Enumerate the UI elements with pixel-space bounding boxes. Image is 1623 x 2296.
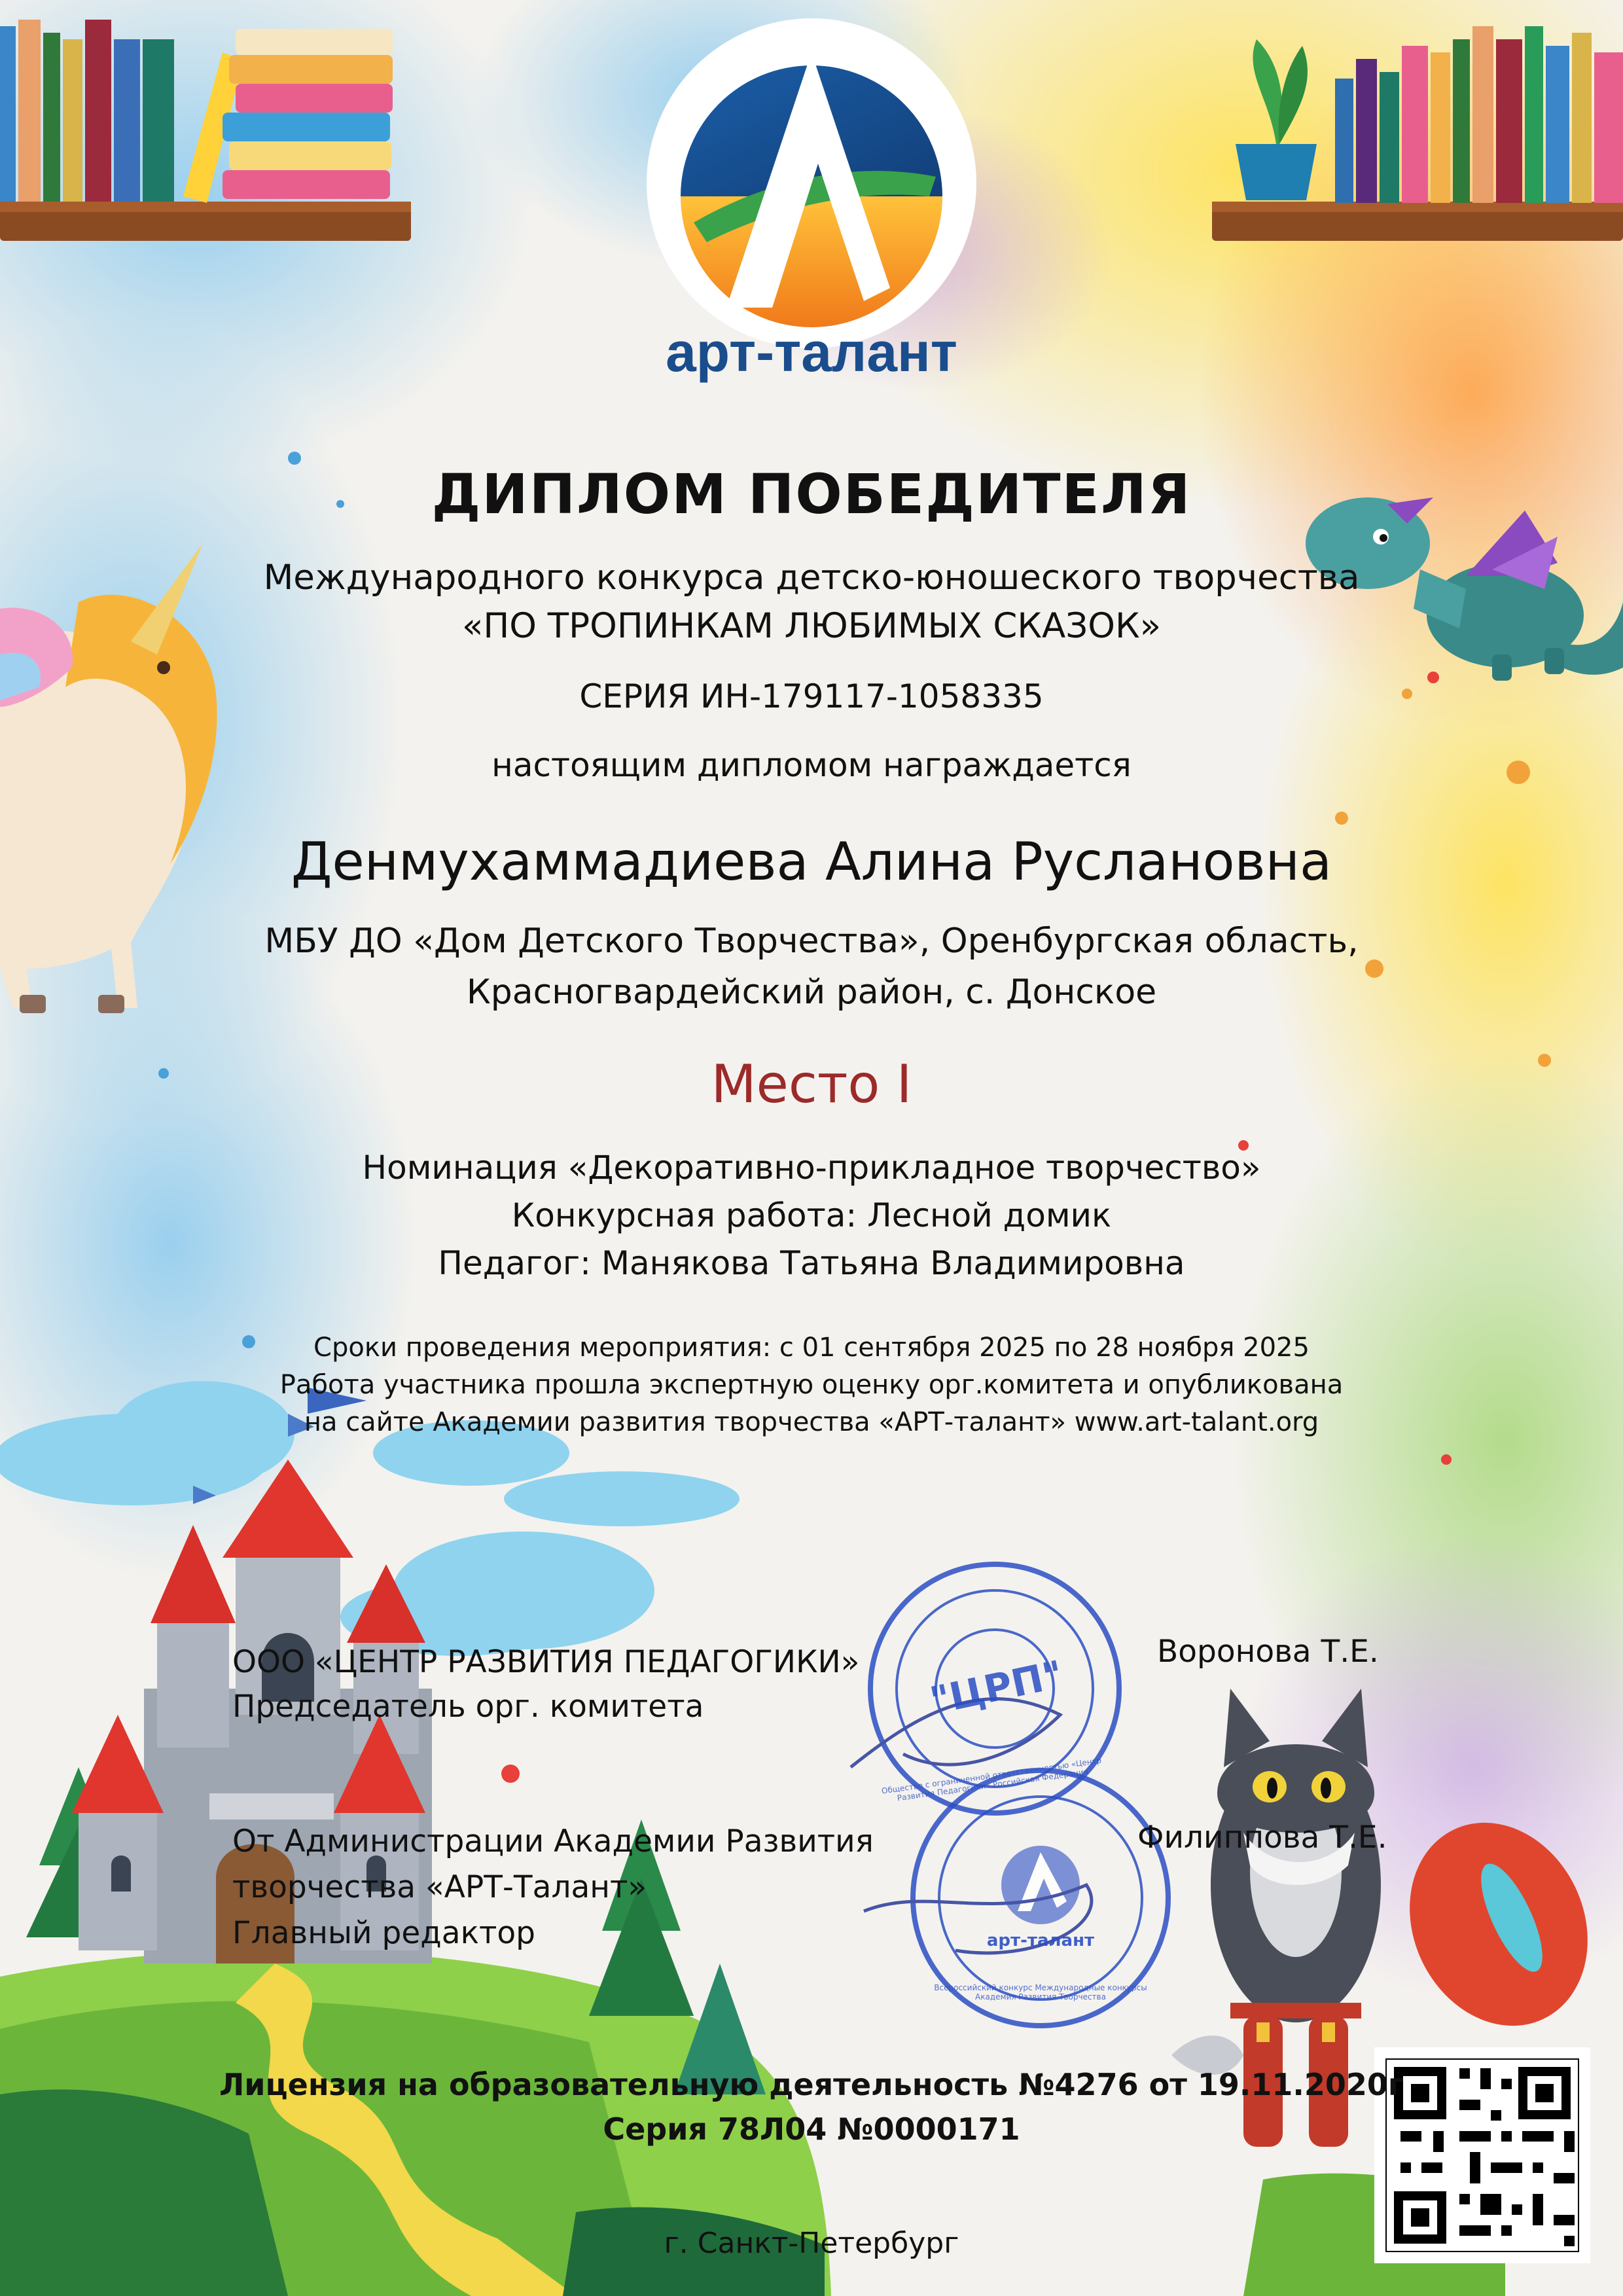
signature-org2-name: Филиппова Т.Е. bbox=[1137, 1820, 1387, 1856]
signature-org1-line2: Председатель орг. комитета bbox=[232, 1689, 704, 1725]
signature-org2-line2: творчества «АРТ-Талант» bbox=[232, 1869, 647, 1905]
stamp2-center-text: арт-талант bbox=[986, 1931, 1095, 1950]
contest-name-line2: «ПО ТРОПИНКАМ ЛЮБИМЫХ СКАЗОК» bbox=[461, 606, 1162, 646]
recipient-name: Денмухаммадиева Алина Руслановна bbox=[291, 831, 1332, 892]
competition-work: Конкурсная работа: Лесной домик bbox=[511, 1196, 1112, 1234]
license-line1: Лицензия на образовательную деятельность №4276 от 19.11.2020г bbox=[219, 2067, 1404, 2102]
diploma-title: ДИПЛОМ ПОБЕДИТЕЛЯ bbox=[431, 462, 1192, 526]
nomination: Номинация «Декоративно-прикладное творчество» bbox=[362, 1149, 1261, 1187]
logo-brand-text: арт-талант bbox=[666, 321, 957, 383]
organization-line2: Красногвардейский район, с. Донское bbox=[466, 973, 1157, 1012]
stamp2-ring-text: Всероссийский конкурс Международные конкурсы Академия Развития Творчества bbox=[934, 1983, 1147, 2001]
expert-note-line1: Работа участника прошла экспертную оценку орг.комитета и опубликована bbox=[279, 1370, 1344, 1400]
signature-org1-name: Воронова Т.Е. bbox=[1157, 1634, 1379, 1670]
diploma-series: СЕРИЯ ИН-179117-1058335 bbox=[579, 677, 1044, 715]
license-line2: Серия 78Л04 №0000171 bbox=[603, 2111, 1020, 2147]
contest-name-line1: Международного конкурса детско-юношеского творчества bbox=[263, 558, 1360, 598]
art-talant-logo bbox=[647, 18, 976, 348]
stamp1-center-text: "ЦРП" bbox=[926, 1651, 1067, 1724]
teacher-name: Педагог: Манякова Татьяна Владимировна bbox=[438, 1244, 1185, 1282]
signature-org2-line3: Главный редактор bbox=[232, 1915, 535, 1951]
city: г. Санкт-Петербург bbox=[664, 2227, 959, 2260]
awarded-text: настоящим дипломом награждается bbox=[491, 746, 1132, 784]
expert-note-line2: на сайте Академии развития творчества «АРТ-талант» www.art-talant.org bbox=[304, 1407, 1319, 1437]
event-dates: Сроки проведения мероприятия: с 01 сентября 2025 по 28 ноября 2025 bbox=[313, 1333, 1310, 1363]
stamp1-ring-text: Общество с ограниченной ответственностью «Центр Развития Педагогики» Российская Федерация bbox=[881, 1755, 1102, 1803]
signature-org1-line1: ООО «ЦЕНТР РАЗВИТИЯ ПЕДАГОГИКИ» bbox=[232, 1644, 860, 1680]
organization-line1: МБУ ДО «Дом Детского Творчества», Оренбургская область, bbox=[264, 922, 1359, 961]
place-award: Место I bbox=[711, 1054, 912, 1115]
signature-org2-line1: От Администрации Академии Развития bbox=[232, 1823, 874, 1859]
